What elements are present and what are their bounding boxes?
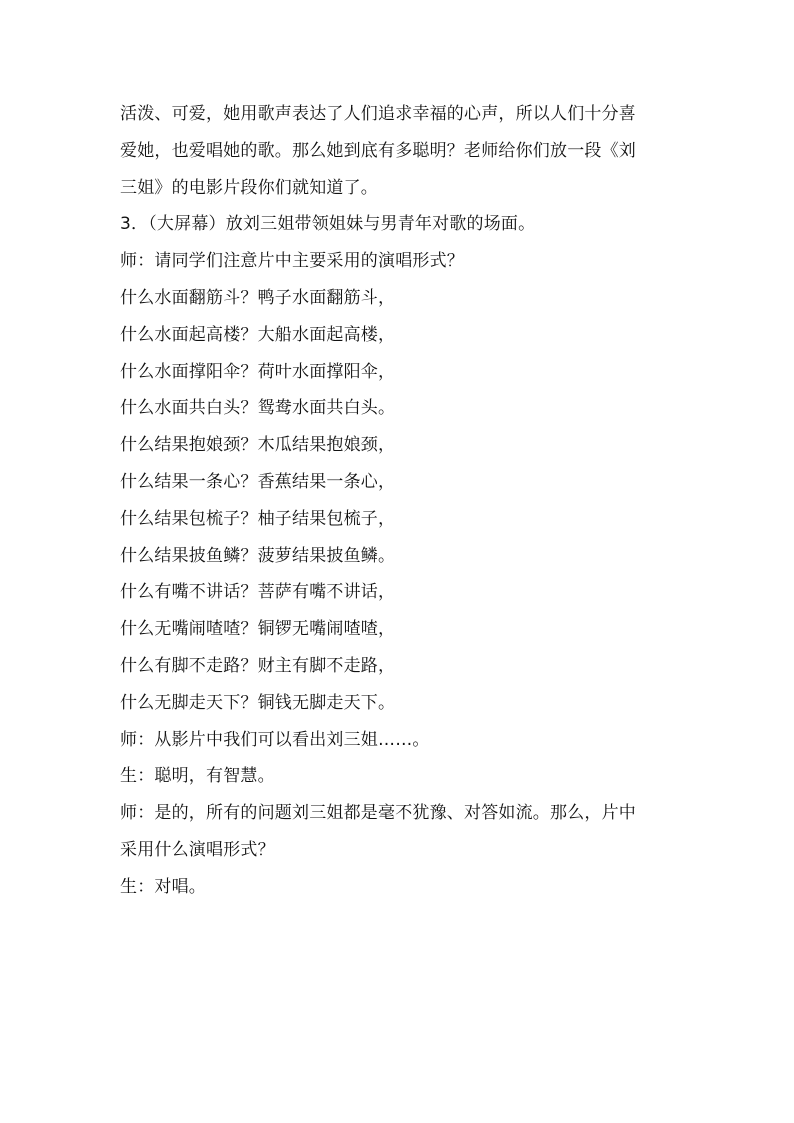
paragraph-line-intro-3: 三姐》的电影片段你们就知道了。 <box>120 177 378 198</box>
song-line-9: 什么有嘴不讲话？菩萨有嘴不讲话， <box>120 582 396 603</box>
document-body <box>120 96 680 906</box>
song-line-12: 什么无脚走天下？铜钱无脚走天下。 <box>120 692 396 713</box>
paragraph-line-intro-1: 活泼、可爱，她用歌声表达了人们追求幸福的心声，所以人们十分喜 <box>120 104 636 124</box>
song-line-6: 什么结果一条心？香蕉结果一条心， <box>120 471 396 492</box>
teacher-followup-line-2: 采用什么演唱形式？ <box>120 839 275 860</box>
song-line-1: 什么水面翻筋斗？鸭子水面翻筋斗， <box>120 287 396 308</box>
student-answer-line-1: 生：聪明，有智慧。 <box>120 766 275 787</box>
song-line-7: 什么结果包梳子？柚子结果包梳子， <box>120 508 396 529</box>
song-line-3: 什么水面撑阳伞？荷叶水面撑阳伞， <box>120 361 396 382</box>
teacher-statement-line: 师：从影片中我们可以看出刘三姐……。 <box>120 729 430 750</box>
song-line-2: 什么水面起高楼？大船水面起高楼， <box>120 324 396 345</box>
student-answer-line-2: 生：对唱。 <box>120 876 206 897</box>
song-line-4: 什么水面共白头？鸳鸯水面共白头。 <box>120 398 396 419</box>
paragraph-line-intro-2: 爱她，也爱唱她的歌。那么她到底有多聪明？老师给你们放一段《刘 <box>120 140 636 161</box>
song-line-11: 什么有脚不走路？财主有脚不走路， <box>120 655 396 676</box>
song-line-10: 什么无嘴闹喳喳？铜锣无嘴闹喳喳， <box>120 619 396 640</box>
song-line-5: 什么结果抱娘颈？木瓜结果抱娘颈， <box>120 435 396 456</box>
teacher-followup-line-1: 师：是的，所有的问题刘三姐都是毫不犹豫、对答如流。那么，片中 <box>120 803 636 824</box>
section-heading-3: 3．（大屏幕）放刘三姐带领姐妹与男青年对歌的场面。 <box>120 214 536 235</box>
song-line-8: 什么结果披鱼鳞？菠萝结果披鱼鳞。 <box>120 545 396 566</box>
teacher-question-line: 师：请同学们注意片中主要采用的演唱形式？ <box>120 251 464 272</box>
